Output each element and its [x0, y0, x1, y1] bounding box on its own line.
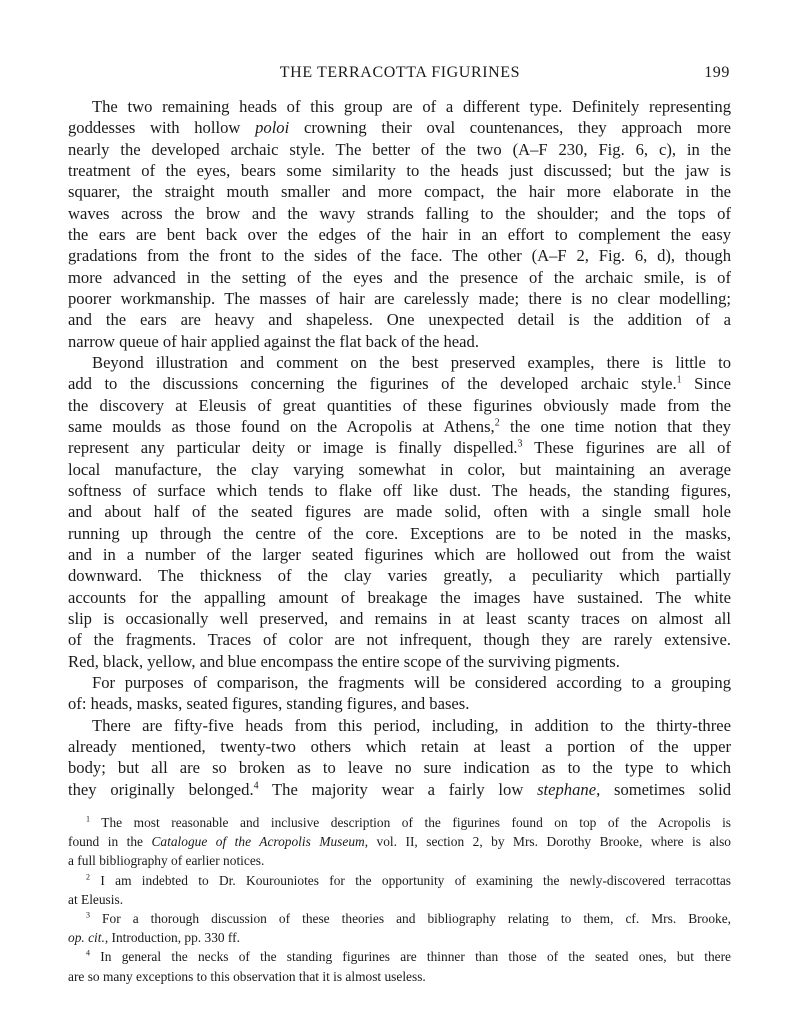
footnote-line: $^3$ For a thorough discussion of these theories and bibliography relating to them, cf. Mrs. Brooke,	[86, 910, 731, 926]
text-line: Beyond illustration and comment on the best preserved examples, there is little to	[92, 352, 731, 372]
text-line: body; but all are so broken as to leave no sure indication as to the type to which	[68, 758, 731, 778]
text-line: represent any particular deity or image is finally dispelled.$^3$ These figurines are all of	[68, 438, 732, 458]
text-line: poorer workmanship. The masses of hair are carelessly made; there is no clear modelling;	[68, 288, 731, 308]
text-line: same moulds as those found on the Acropolis at Athens,$^2$ the one time notion that they	[68, 416, 731, 436]
text-line: already mentioned, twenty-two others which retain at least a portion of the upper	[68, 736, 731, 756]
running-title: THE TERRACOTTA FIGURINES	[279, 64, 521, 81]
text-line: softness of surface which tends to flake off like dust. The heads, the standing figures,	[68, 480, 731, 500]
text-line: gradations from the front to the sides of the face. The other (A–F 2, Fig. 6, d), though	[68, 246, 731, 266]
text-line: There are fifty-five heads from this period, including, in addition to the thirty-three	[92, 715, 731, 735]
running-header	[68, 64, 732, 86]
text-line: the discovery at Eleusis of great quantities of these figurines obviously made from the	[68, 395, 731, 415]
footnote-line: $^4$ In general the necks of the standing figurines are thinner than those of the seated ones, but there	[86, 948, 731, 965]
footnote-line: $^1$ The most reasonable and inclusive description of the figurines found on top of the Acropolis is	[86, 814, 731, 830]
footnote-line: a full bibliography of earlier notices.	[68, 853, 265, 869]
text-line: downward. The thickness of the clay varies greatly, a peculiarity which partially	[68, 566, 731, 586]
footnote-line: op. cit., Introduction, pp. 330 ff.	[68, 930, 240, 946]
text-line: For purposes of comparison, the fragments will be considered according to a grouping	[92, 672, 731, 692]
text-line: add to the discussions concerning the figurines of the developed archaic style.$^1$ Since	[68, 374, 732, 394]
text-line: treatment of the eyes, bears some similarity to the heads just discussed; but the jaw is	[68, 160, 731, 180]
text-line: and about half of the seated figures are made solid, often with a single small hole	[68, 502, 731, 522]
text-line: and in a number of the larger seated figurines which are hollowed out from the waist	[68, 544, 731, 564]
text-line: nearly the developed archaic style. The better of the two (A–F 230, Fig. 6, c), in the	[68, 139, 731, 159]
text-line: they originally belonged.$^4$ The majority wear a fairly low stephane, sometimes solid	[68, 779, 731, 799]
text-line: waves across the brow and the wavy strands falling to the shoulder; and the tops of	[68, 203, 731, 223]
text-line: goddesses with hollow poloi crowning their oval countenances, they approach more	[68, 118, 731, 138]
main-text	[68, 96, 731, 800]
text-line: the ears are bent back over the edges of the hair in an effort to complement the easy	[68, 224, 731, 244]
text-line: of the fragments. Traces of color are not infrequent, though they are rarely extensive.	[68, 630, 731, 650]
text-line: slip is occasionally well preserved, and remains in at least scanty traces on almost all	[68, 608, 731, 628]
text-line: more advanced in the setting of the eyes and the presence of the archaic smile, is of	[68, 267, 731, 287]
page-number: 199	[704, 64, 730, 81]
footnote-line: are so many exceptions to this observation that it is almost useless.	[68, 968, 426, 984]
text-line: squarer, the straight mouth smaller and more compact, the hair more elaborate in the	[68, 182, 731, 202]
text-line: The two remaining heads of this group are of a different type. Definitely representing	[92, 97, 731, 116]
text-line: local manufacture, the clay varying somewhat in color, but maintaining an average	[68, 459, 731, 479]
footnote-line: $^2$ I am indebted to Dr. Kourouniotes for the opportunity of examining the newly-discovered terracottas	[86, 872, 731, 888]
footnote-line: found in the Catalogue of the Acropolis Museum, vol. II, section 2, by Mrs. Dorothy Brooke, where is also	[68, 834, 732, 850]
text-line: of: heads, masks, seated figures, standing figures, and bases.	[68, 694, 470, 714]
text-line: and the ears are heavy and shapeless. One unexpected detail is the addition of a	[68, 310, 731, 330]
footnotes	[68, 813, 731, 986]
text-line: running up through the centre of the core. Exceptions are to be noted in the masks,	[68, 523, 731, 543]
text-line: narrow queue of hair applied against the flat back of the head.	[68, 331, 479, 351]
text-line: accounts for the appalling amount of breakage the images have sustained. The white	[68, 587, 731, 607]
footnote-line: at Eleusis.	[68, 891, 124, 907]
text-line: Red, black, yellow, and blue encompass the entire scope of the surviving pigments.	[68, 651, 620, 671]
